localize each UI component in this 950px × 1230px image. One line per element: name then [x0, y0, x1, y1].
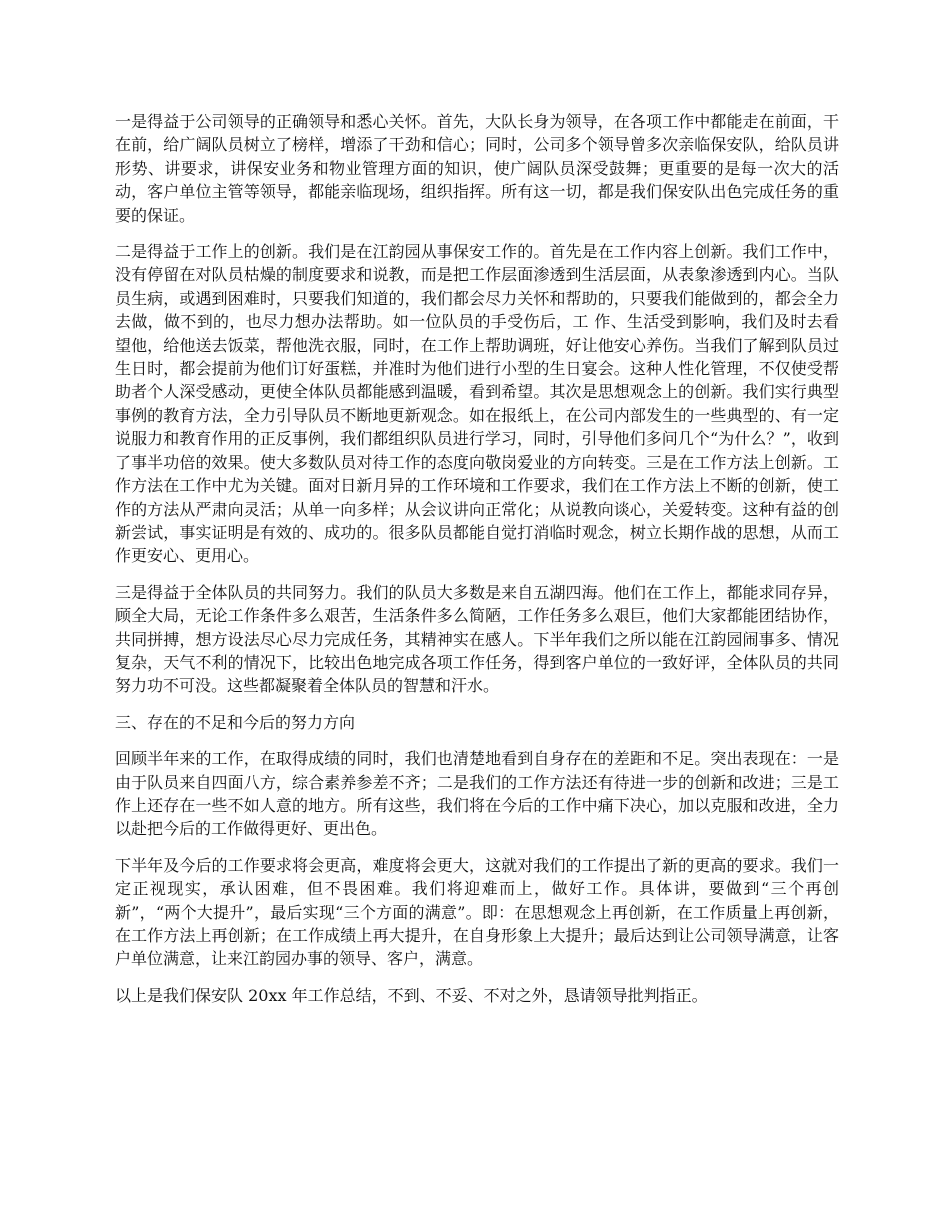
paragraph-future-requirements: 下半年及今后的工作要求将会更高，难度将会更大，这就对我们的工作提出了新的更高的要求。我们一定正视现实，承认困难，但不畏困难。我们将迎难而上，做好工作。具体讲，要做到“三个再创新”，“两个大提升”，最后实现“三个方面的满意”。即：在思想观念上再创新，在工作质量上再创新，在工作方法上再创新；在工作成绩上再大提升，在自身形象上大提升；最后达到让公司领导满意，让客户单位满意，让来江韵园办事的领导、客户，满意。 [115, 855, 839, 969]
paragraph-shortcomings: 回顾半年来的工作，在取得成绩的同时，我们也清楚地看到自身存在的差距和不足。突出表现在：一是由于队员来自四面八方，综合素养参差不齐；二是我们的工作方法还有待进一步的创新和改进；三是工作上还存在一些不如人意的地方。所有这些，我们将在今后的工作中痛下决心，加以克服和改进，全力以赴把今后的工作做得更好、更出色。 [115, 749, 839, 839]
paragraph-company-leadership: 一是得益于公司领导的正确领导和悉心关怀。首先，大队长身为领导，在各项工作中都能走在前面，干在前，给广阔队员树立了榜样，增添了干劲和信心；同时，公司多个领导曾多次亲临保安队，给队员讲形势、讲要求，讲保安业务和物业管理方面的知识，使广阔队员深受鼓舞；更重要的是每一次大的活动，客户单位主管等领导，都能亲临现场，组织指挥。所有这一切，都是我们保安队出色完成任务的重要的保证。 [115, 112, 839, 225]
paragraph-conclusion: 以上是我们保安队 20xx 年工作总结，不到、不妥、不对之外，恳请领导批判指正。 [115, 985, 708, 1005]
section-heading: 三、存在的不足和今后的努力方向 [115, 712, 356, 732]
paragraph-work-innovation: 二是得益于工作上的创新。我们是在江韵园从事保安工作的。首先是在工作内容上创新。我们工作中，没有停留在对队员枯燥的制度要求和说教，而是把工作层面渗透到生活层面，从表象渗透到内心。当队员生病，或遇到困难时，只要我们知道的，我们都会尽力关怀和帮助的，只要我们能做到的，都会全力去做，做不到的，也尽力想办法帮助。如一位队员的手受伤后，工 作、生活受到影响，我们及时去看望他，给他送去饭菜，帮他洗衣服，同时，在工作上帮助调班，好让他安心养伤。当我们了解到队员过生日时，都会提前为他们订好蛋糕，并准时为他们进行小型的生日宴会。这种人性化管理，不仅使受帮助者个人深受感动，更使全体队员都能感到温暖，看到希望。其次是思想观念上的创新。我们实行典型事例的教育方法，全力引导队员不断地更新观念。如在报纸上，在公司内部发生的一些典型的、有一定说服力和教育作用的正反事例，我们都组织队员进行学习，同时，引导他们多问几个“为什么？”，收到了事半功倍的效果。使大多数队员对待工作的态度向敬岗爱业的方向转变。三是在工作方法上创新。工作方法在工作中尤为关键。面对日新月异的工作环境和工作要求，我们在工作方法上不断的创新，使工作的方法从严肃向灵活；从单一向多样；从会议讲向正常化；从说教向谈心，关爱转变。这种有益的创新尝试，事实证明是有效的、成功的。很多队员都能自觉打消临时观念，树立长期作战的思想，从而工作更安心、更用心。 [115, 242, 839, 566]
document-body [115, 110, 839, 1020]
paragraph-team-effort: 三是得益于全体队员的共同努力。我们的队员大多数是来自五湖四海。他们在工作上，都能求同存异，顾全大局，无论工作条件多么艰苦，生活条件多么简陋，工作任务多么艰巨，他们大家都能团结协作，共同拼搏，想方设法尽心尽力完成任务，其精神实在感人。下半年我们之所以能在江韵园闹事多、情况复杂，天气不利的情况下，比较出色地完成各项工作任务，得到客户单位的一致好评，全体队员的共同努力功不可没。这些都凝聚着全体队员的智慧和汗水。 [115, 582, 839, 696]
